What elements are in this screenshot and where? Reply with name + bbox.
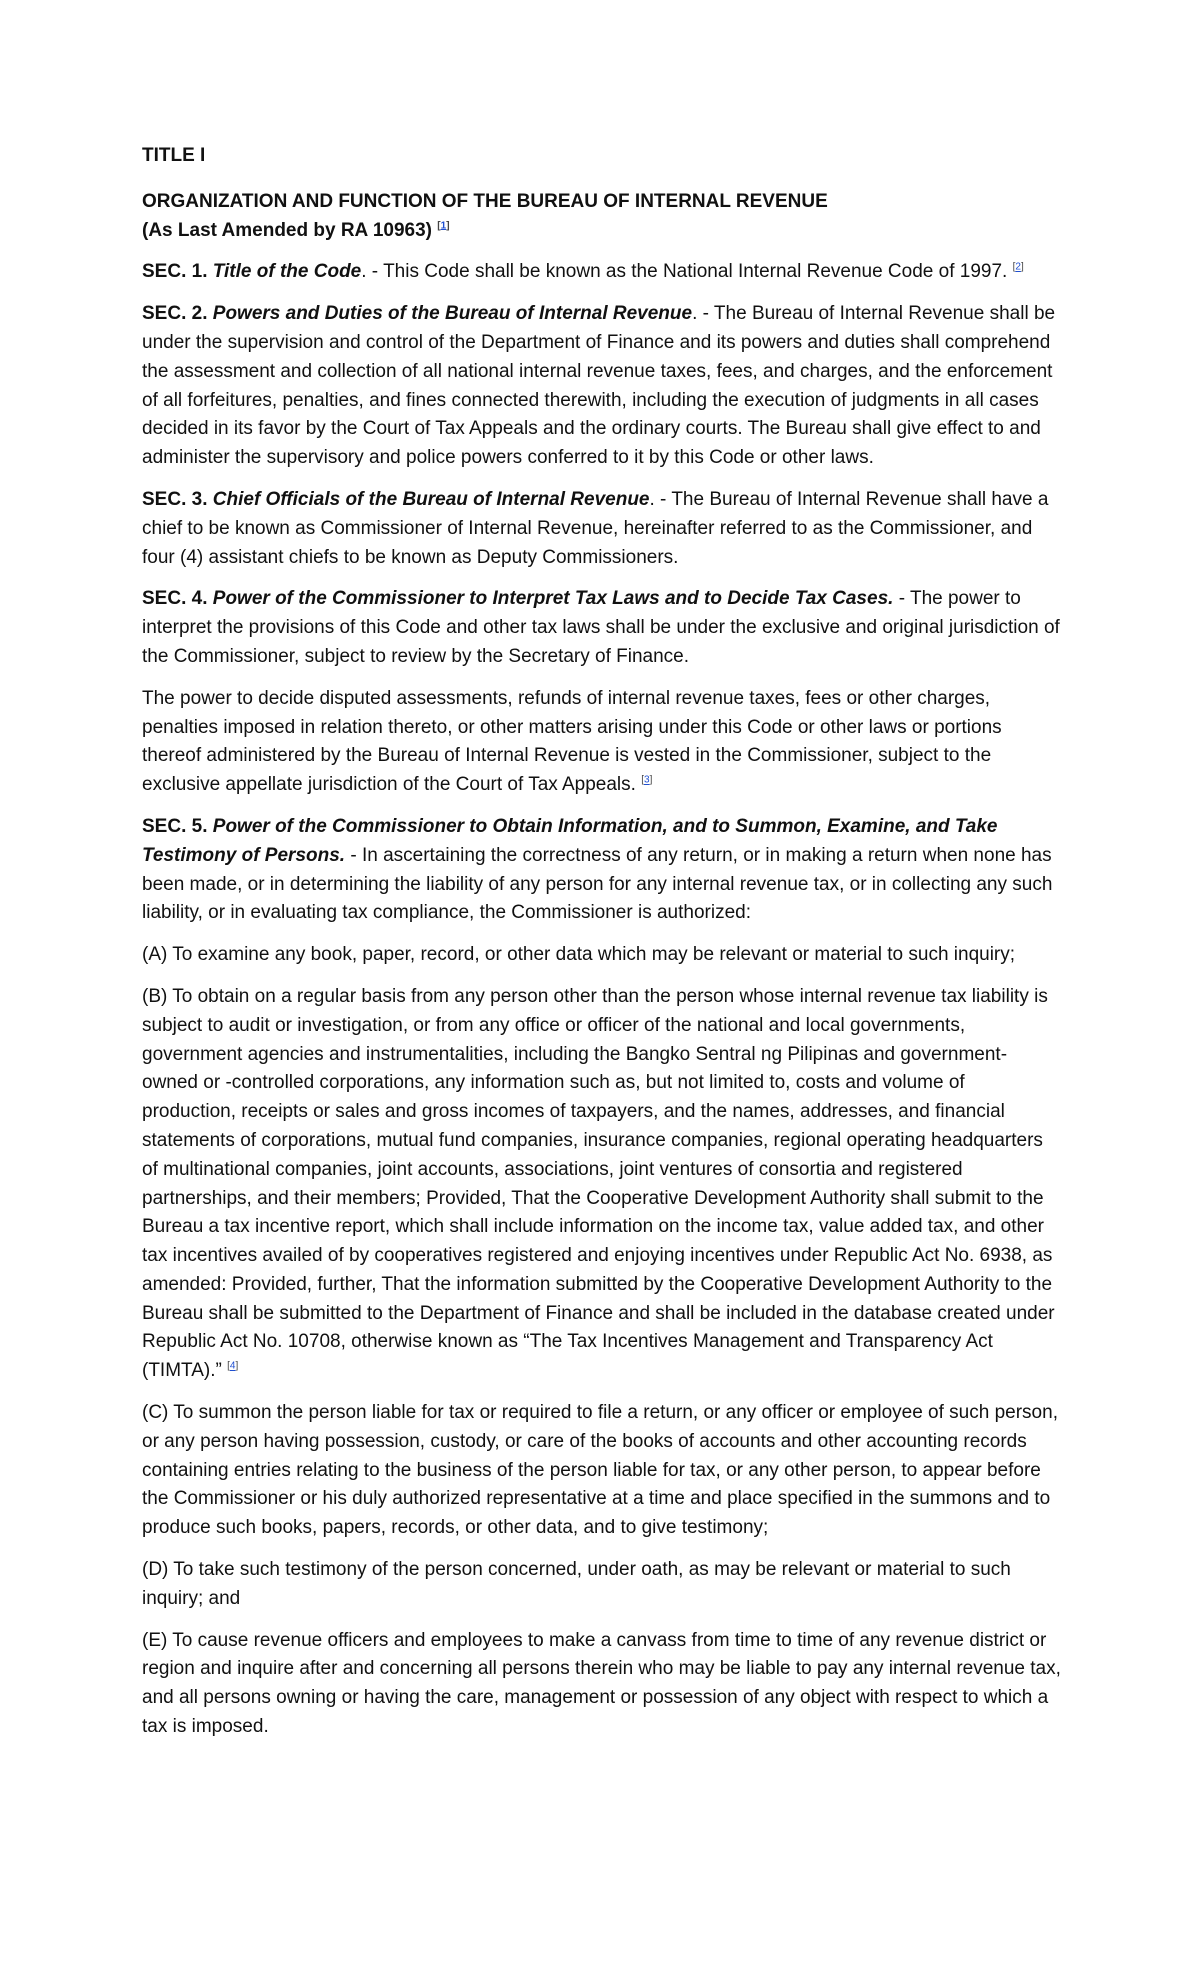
- title-heading: TITLE I: [142, 145, 206, 166]
- sec5-item-a: (A) To examine any book, paper, record, or other data which may be relevant or material to such inquiry;: [142, 944, 1016, 966]
- sec4-paragraph-2: [142, 685, 1062, 800]
- sec5-item-b: [142, 983, 1062, 1386]
- sec2-text: The Bureau of Internal Revenue shall be under the supervision and control of the Department of Finance and its powers and duties shall comprehend the assessment and collection of all national internal revenue taxes, fees, and charges, and the enforcement of all forfeitures, penalties, and fines connected therewith, including the execution of judgments in all cases decided in its favor by the Court of Tax Appeals and the ordinary courts. The Bureau shall give effect to and administer the supervisory and police powers conferred to it by this Code or other laws.: [142, 303, 1056, 469]
- sec4-label: SEC. 4.: [142, 588, 208, 610]
- sec3-text: The Bureau of Internal Revenue shall have a chief to be known as Commissioner of Internal Revenue, hereinafter referred to as the Commissioner, and four (4) assistant chiefs to be known as Deputy Commissioners.: [142, 488, 1049, 568]
- sec4-title: Power of the Commissioner to Interpret Tax Laws and to Decide Tax Cases.: [212, 588, 894, 610]
- chapter-heading-line1: ORGANIZATION AND FUNCTION OF THE BUREAU OF INTERNAL REVENUE: [142, 190, 828, 212]
- sec4-paragraph: [142, 585, 1062, 671]
- sec1-paragraph: [142, 258, 1062, 287]
- sec1-title: Title of the Code: [212, 261, 362, 283]
- footnote-ref-3[interactable]: [3]: [641, 774, 653, 786]
- sec3-paragraph: [142, 486, 1062, 572]
- sec2-label: SEC. 2.: [142, 303, 208, 325]
- sec5-item-d: (D) To take such testimony of the person concerned, under oath, as may be relevant or material to such inquiry; and: [142, 1559, 1011, 1609]
- footnote-link-4[interactable]: 4: [229, 1360, 236, 1372]
- sec5-dash: -: [345, 844, 362, 866]
- chapter-heading-line2: [142, 217, 1062, 246]
- footnote-link-3[interactable]: 3: [644, 774, 650, 786]
- sec5-label: SEC. 5.: [142, 815, 208, 837]
- sec2-title: Powers and Duties of the Bureau of Internal Revenue: [212, 303, 693, 325]
- sec1-label: SEC. 1.: [142, 261, 208, 283]
- chapter-heading: [142, 188, 1062, 246]
- sec5-text: In ascertaining the correctness of any return, or in making a return when none has been made, or in determining the liability of any person for any internal revenue tax, or in collecting any such liability, or in evaluating tax compliance, the Commissioner is authorized:: [142, 844, 1053, 924]
- amendment-note: (As Last Amended by RA 10963): [142, 219, 433, 241]
- footnote-ref-1[interactable]: [1]: [437, 220, 450, 232]
- sec4-para2-text: The power to decide disputed assessments, refunds of internal revenue taxes, fees or other charges, penalties imposed in relation thereto, or other matters arising under this Code or other laws or portions thereof administered by the Bureau of Internal Revenue is vested in the Commissioner, subject to the exclusive appellate jurisdiction of the Court of Tax Appeals.: [142, 687, 1002, 796]
- sec1-text: This Code shall be known as the National Internal Revenue Code of 1997.: [383, 261, 1008, 283]
- footnote-ref-2[interactable]: [2]: [1012, 262, 1024, 274]
- sec4-dash: -: [893, 588, 910, 610]
- sec3-dash: . -: [649, 488, 672, 510]
- sec2-paragraph: [142, 300, 1062, 473]
- sec3-title: Chief Officials of the Bureau of Internal Revenue: [212, 488, 650, 510]
- footnote-ref-4[interactable]: [4]: [227, 1360, 239, 1372]
- sec5-item-b-text: (B) To obtain on a regular basis from any person other than the person whose internal revenue tax liability is subject to audit or investigation, or from any office or officer of the national and local governments, government agencies and instrumentalities, including the Bangko Sentral ng Pilipinas and government-owned or -controlled corporations, any information such as, but not limited to, costs and volume of production, receipts or sales and gross incomes of taxpayers, and the names, addresses, and financial statements of corporations, mutual fund companies, insurance companies, regional operating headquarters of multinational companies, joint accounts, associations, joint ventures of consortia and registered partnerships, and their members; Provided, That the Cooperative Development Authority shall submit to the Bureau a tax incentive report, which shall include information on the income tax, value added tax, and other tax incentives availed of by cooperatives registered and enjoying incentives under Republic Act No. 6938, as amended: Provided, further, That the information submitted by the Cooperative Development Authority to the Bureau shall be submitted to the Department of Finance and shall be included in the database created under Republic Act No. 10708, otherwise known as “The Tax Incentives Management and Transparency Act (TIMTA).”: [142, 985, 1055, 1382]
- sec3-label: SEC. 3.: [142, 488, 208, 510]
- sec2-dash: . -: [692, 303, 714, 325]
- footnote-link-1[interactable]: 1: [440, 220, 447, 232]
- sec5-item-e: (E) To cause revenue officers and employees to make a canvass from time to time of any revenue district or region and inquire after and concerning all persons therein who may be liable to pay any internal revenue tax, and all persons owning or having the care, management or possession of any object with respect to which a tax is imposed.: [142, 1629, 1061, 1738]
- sec1-dash: . -: [361, 261, 384, 283]
- footnote-link-2[interactable]: 2: [1015, 262, 1021, 274]
- sec4-text: The power to interpret the provisions of this Code and other tax laws shall be under the exclusive and original jurisdiction of the Commissioner, subject to review by the Secretary of Finance.: [142, 588, 1060, 667]
- sec5-paragraph: [142, 813, 1062, 928]
- sec5-item-c: (C) To summon the person liable for tax or required to file a return, or any officer or employee of such person, or any person having possession, custody, or care of the books of accounts and other accounting records containing entries relating to the business of the person liable for tax, or any other person, to appear before the Commissioner or his duly authorized representative at a time and place specified in the summons and to produce such books, papers, records, or other data, and to give testimony;: [142, 1402, 1058, 1539]
- sec5-title: Power of the Commissioner to Obtain Information, and to Summon, Examine, and Take Testimony of Persons.: [142, 815, 998, 866]
